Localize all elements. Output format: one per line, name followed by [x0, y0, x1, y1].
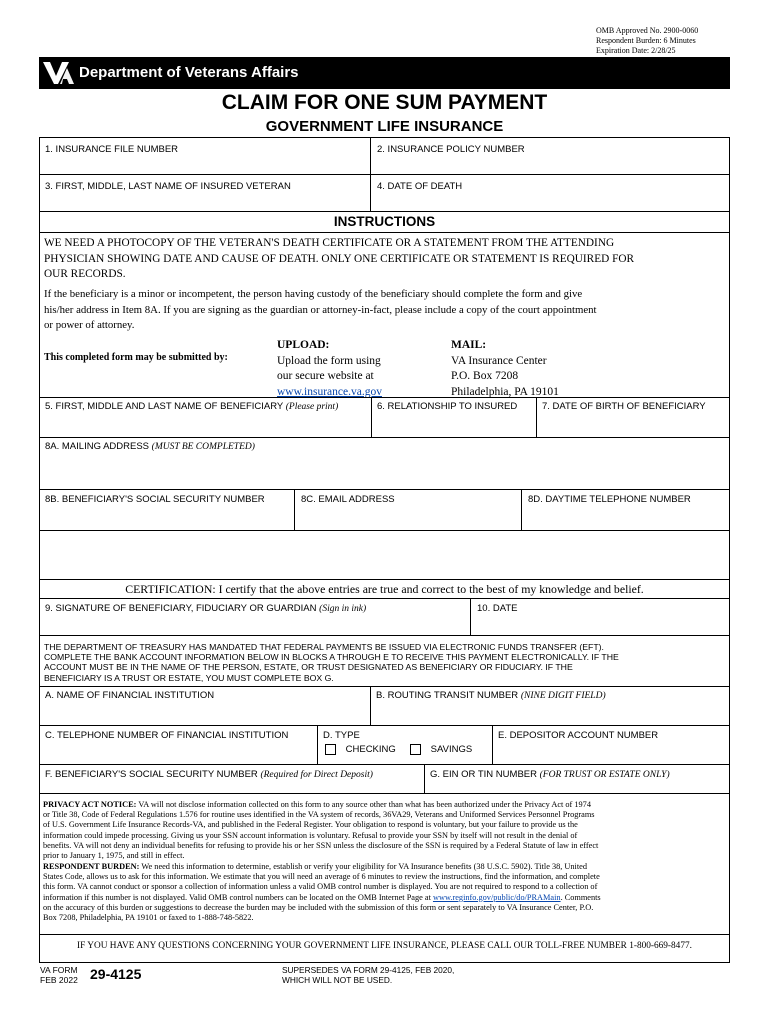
- va-logo-icon: [41, 60, 75, 86]
- instructions-heading: INSTRUCTIONS: [333, 214, 436, 229]
- questions-text: IF YOU HAVE ANY QUESTIONS CONCERNING YOUR GOVERNMENT LIFE INSURANCE, PLEASE CALL OUR TOLL-FREE NUMBER 1-800-669-8477.: [77, 941, 692, 951]
- instructions-divider: [39, 232, 730, 233]
- label-beneficiary-ssn-direct-deposit: F. BENEFICIARY'S SOCIAL SECURITY NUMBER (Required for Direct Deposit): [45, 769, 373, 780]
- field-daytime-phone[interactable]: [521, 489, 730, 531]
- label-ein-tin: G. EIN OR TIN NUMBER (FOR TRUST OR ESTATE ONLY): [430, 769, 670, 780]
- label-date-of-death: 4. DATE OF DEATH: [377, 181, 463, 192]
- label-institution-phone: C. TELEPHONE NUMBER OF FINANCIAL INSTITUTION: [45, 730, 289, 741]
- va-form-label: VA FORM: [40, 965, 78, 975]
- field-date-of-death[interactable]: [370, 174, 730, 212]
- treasury-notice: THE DEPARTMENT OF TREASURY HAS MANDATED THAT FEDERAL PAYMENTS BE ISSUED VIA ELECTRONIC FUNDS TRANSFER (EFT). COMPLETE THE BANK ACCOUNT INFORMATION BELOW IN BLOCKS A THROUGH E TO RECEIVE THIS PAYMENT ELECTRONICALLY. IF THE ACCOUNT MUST BE IN THE NAME OF THE PERSON, ESTATE, OR TRUST DESIGNATED AS BENEFICIARY OR FIDUCIARY. IF THE BENEFICIARY IS A TRUST OR ESTATE, YOU MUST COMPLETE BOX G.: [44, 642, 619, 683]
- field-financial-institution[interactable]: [39, 686, 371, 726]
- form-id: [40, 965, 78, 985]
- label-account-type: D. TYPE: [323, 730, 360, 741]
- field-ein-tin[interactable]: [424, 764, 730, 794]
- label-depositor-account: E. DEPOSITOR ACCOUNT NUMBER: [498, 730, 659, 741]
- label-insurance-policy-number: 2. INSURANCE POLICY NUMBER: [377, 144, 525, 155]
- field-beneficiary-name[interactable]: [39, 397, 372, 438]
- agency-bar: [39, 57, 730, 89]
- field-relationship[interactable]: [371, 397, 537, 438]
- label-signature-date: 10. DATE: [477, 603, 518, 614]
- field-mailing-address[interactable]: [39, 437, 730, 490]
- omb-block: [596, 26, 698, 56]
- privacy-act-notice: PRIVACY ACT NOTICE: VA will not disclose information collected on this form to any source other than what has been authorized under the Privacy Act of 1974 or Title 38, Code of Federal Regulations 1.576 for routine uses identified in the VA system of records, 36VA29, Veterans and Uniformed Services Personnel Programs of U.S. Government Life Insurance Records-VA, and published in the Federal Register. Your obligation to respond is voluntary, but your failure to provide us the information could impede processing. Giving us your SSN account information is voluntary. Refusal to provide your SSN by itself will not result in the denial of benefits. VA will not deny an individual benefits for refusing to provide his or her SSN unless the disclosure of the SSN is required by a Federal Statute of law in effect prior to January 1, 1975, and still in effect.: [43, 800, 599, 861]
- field-insurance-policy-number[interactable]: [370, 137, 730, 175]
- field-beneficiary-ssn[interactable]: [39, 489, 295, 531]
- field-signature[interactable]: [39, 598, 471, 636]
- label-email-address: 8C. EMAIL ADDRESS: [301, 494, 395, 505]
- label-signature: 9. SIGNATURE OF BENEFICIARY, FIDUCIARY OR GUARDIAN (Sign in ink): [45, 603, 367, 614]
- instructions-para2: If the beneficiary is a minor or incompetent, the person having custody of the beneficiary should complete the form and give his/her address in Item 8A. If you are signing as the guardian or attorney-in-fact, please include a copy of the court appointment or power of attorney.: [44, 288, 597, 331]
- field-routing-number[interactable]: [370, 686, 730, 726]
- agency-name: Department of Veterans Affairs: [79, 64, 299, 81]
- respondent-heading: RESPONDENT BURDEN:: [43, 862, 140, 871]
- omb-expiration: Expiration Date: 2/28/25: [596, 46, 676, 55]
- omb-link[interactable]: www.reginfo.gov/public/do/PRAMain: [432, 892, 561, 902]
- label-beneficiary-name: 5. FIRST, MIDDLE AND LAST NAME OF BENEFICIARY (Please print): [45, 401, 339, 412]
- instructions-para1: WE NEED A PHOTOCOPY OF THE VETERAN'S DEATH CERTIFICATE OR A STATEMENT FROM THE ATTENDING PHYSICIAN SHOWING DATE AND CAUSE OF DEATH. ONLY ONE CERTIFICATE OR STATEMENT IS REQUIRED FOR OUR RECORDS.: [44, 237, 635, 280]
- label-mailing-address: 8A. MAILING ADDRESS (MUST BE COMPLETED): [45, 441, 255, 452]
- omb-burden: Respondent Burden: 6 Minutes: [596, 36, 696, 45]
- respondent-burden: RESPONDENT BURDEN: We need this information to determine, establish or verify your eligibility for VA Insurance benefits (38 U.S.C. 5902). Title 38, United States Code, allows us to ask for this information. We estimate that you will need an average of 6 minutes to review the instructions, find the information, and complete this form. VA cannot conduct or sponsor a collection of information unless a valid OMB control number is displayed. You are not required to respond to a collection of information if this number is not displayed. Valid OMB control numbers can be located on the OMB Internet Page at www.reginfo.gov/public/do/PRAMain. Comments on the accuracy of this burden or suggestions to decrease the burden may be included with the submission of this form or sent separately to VA Insurance Center, P.O. Box 7208, Philadelphia, PA 19101 or faxed to 1-888-748-5822.: [43, 862, 601, 923]
- field-beneficiary-ssn-direct-deposit[interactable]: [39, 764, 425, 794]
- field-signature-date[interactable]: [470, 598, 730, 636]
- form-number: 29-4125: [90, 966, 142, 982]
- blank-area: [39, 530, 730, 580]
- form-date: FEB 2022: [40, 975, 78, 985]
- page-title: CLAIM FOR ONE SUM PAYMENT: [221, 91, 548, 114]
- mail-heading: MAIL:: [451, 339, 487, 351]
- upload-block: UPLOAD: Upload the form using our secure website at www.insurance.va.gov: [277, 339, 382, 398]
- savings-checkbox[interactable]: [410, 744, 421, 755]
- checking-option: [325, 744, 396, 755]
- field-insurance-file-number[interactable]: [39, 137, 371, 175]
- label-relationship: 6. RELATIONSHIP TO INSURED: [377, 401, 518, 412]
- certification-text: CERTIFICATION: I certify that the above entries are true and correct to the best of my knowledge and belief.: [125, 582, 644, 596]
- savings-label: SAVINGS: [430, 744, 473, 756]
- label-beneficiary-dob: 7. DATE OF BIRTH OF BENEFICIARY: [542, 401, 706, 412]
- label-insurance-file-number: 1. INSURANCE FILE NUMBER: [45, 144, 179, 155]
- upload-heading: UPLOAD:: [277, 339, 330, 351]
- questions-divider: [39, 934, 730, 935]
- field-institution-phone[interactable]: [39, 725, 318, 765]
- checking-label: CHECKING: [345, 744, 396, 756]
- label-financial-institution: A. NAME OF FINANCIAL INSTITUTION: [45, 690, 215, 701]
- label-routing-number: B. ROUTING TRANSIT NUMBER (NINE DIGIT FIELD): [376, 690, 606, 701]
- omb-approved: OMB Approved No. 2900-0060: [596, 26, 699, 35]
- page-subtitle: GOVERNMENT LIFE INSURANCE: [265, 118, 504, 135]
- insurance-website-link[interactable]: www.insurance.va.gov: [277, 385, 382, 398]
- field-account-type: [317, 725, 493, 765]
- supersedes-note: SUPERSEDES VA FORM 29-4125, FEB 2020, WHICH WILL NOT BE USED.: [282, 965, 455, 985]
- mail-block: MAIL: VA Insurance Center P.O. Box 7208 Philadelphia, PA 19101: [451, 339, 559, 398]
- checking-checkbox[interactable]: [325, 744, 336, 755]
- savings-option: [410, 744, 472, 755]
- privacy-heading: PRIVACY ACT NOTICE:: [43, 800, 137, 809]
- label-insured-veteran-name: 3. FIRST, MIDDLE, LAST NAME OF INSURED VETERAN: [45, 181, 291, 192]
- field-email-address[interactable]: [294, 489, 522, 531]
- submit-label: This completed form may be submitted by:: [44, 352, 228, 363]
- label-daytime-phone: 8D. DAYTIME TELEPHONE NUMBER: [528, 494, 691, 505]
- label-beneficiary-ssn: 8B. BENEFICIARY'S SOCIAL SECURITY NUMBER: [45, 494, 265, 505]
- field-insured-veteran-name[interactable]: [39, 174, 371, 212]
- field-beneficiary-dob[interactable]: [536, 397, 730, 438]
- field-depositor-account[interactable]: [492, 725, 730, 765]
